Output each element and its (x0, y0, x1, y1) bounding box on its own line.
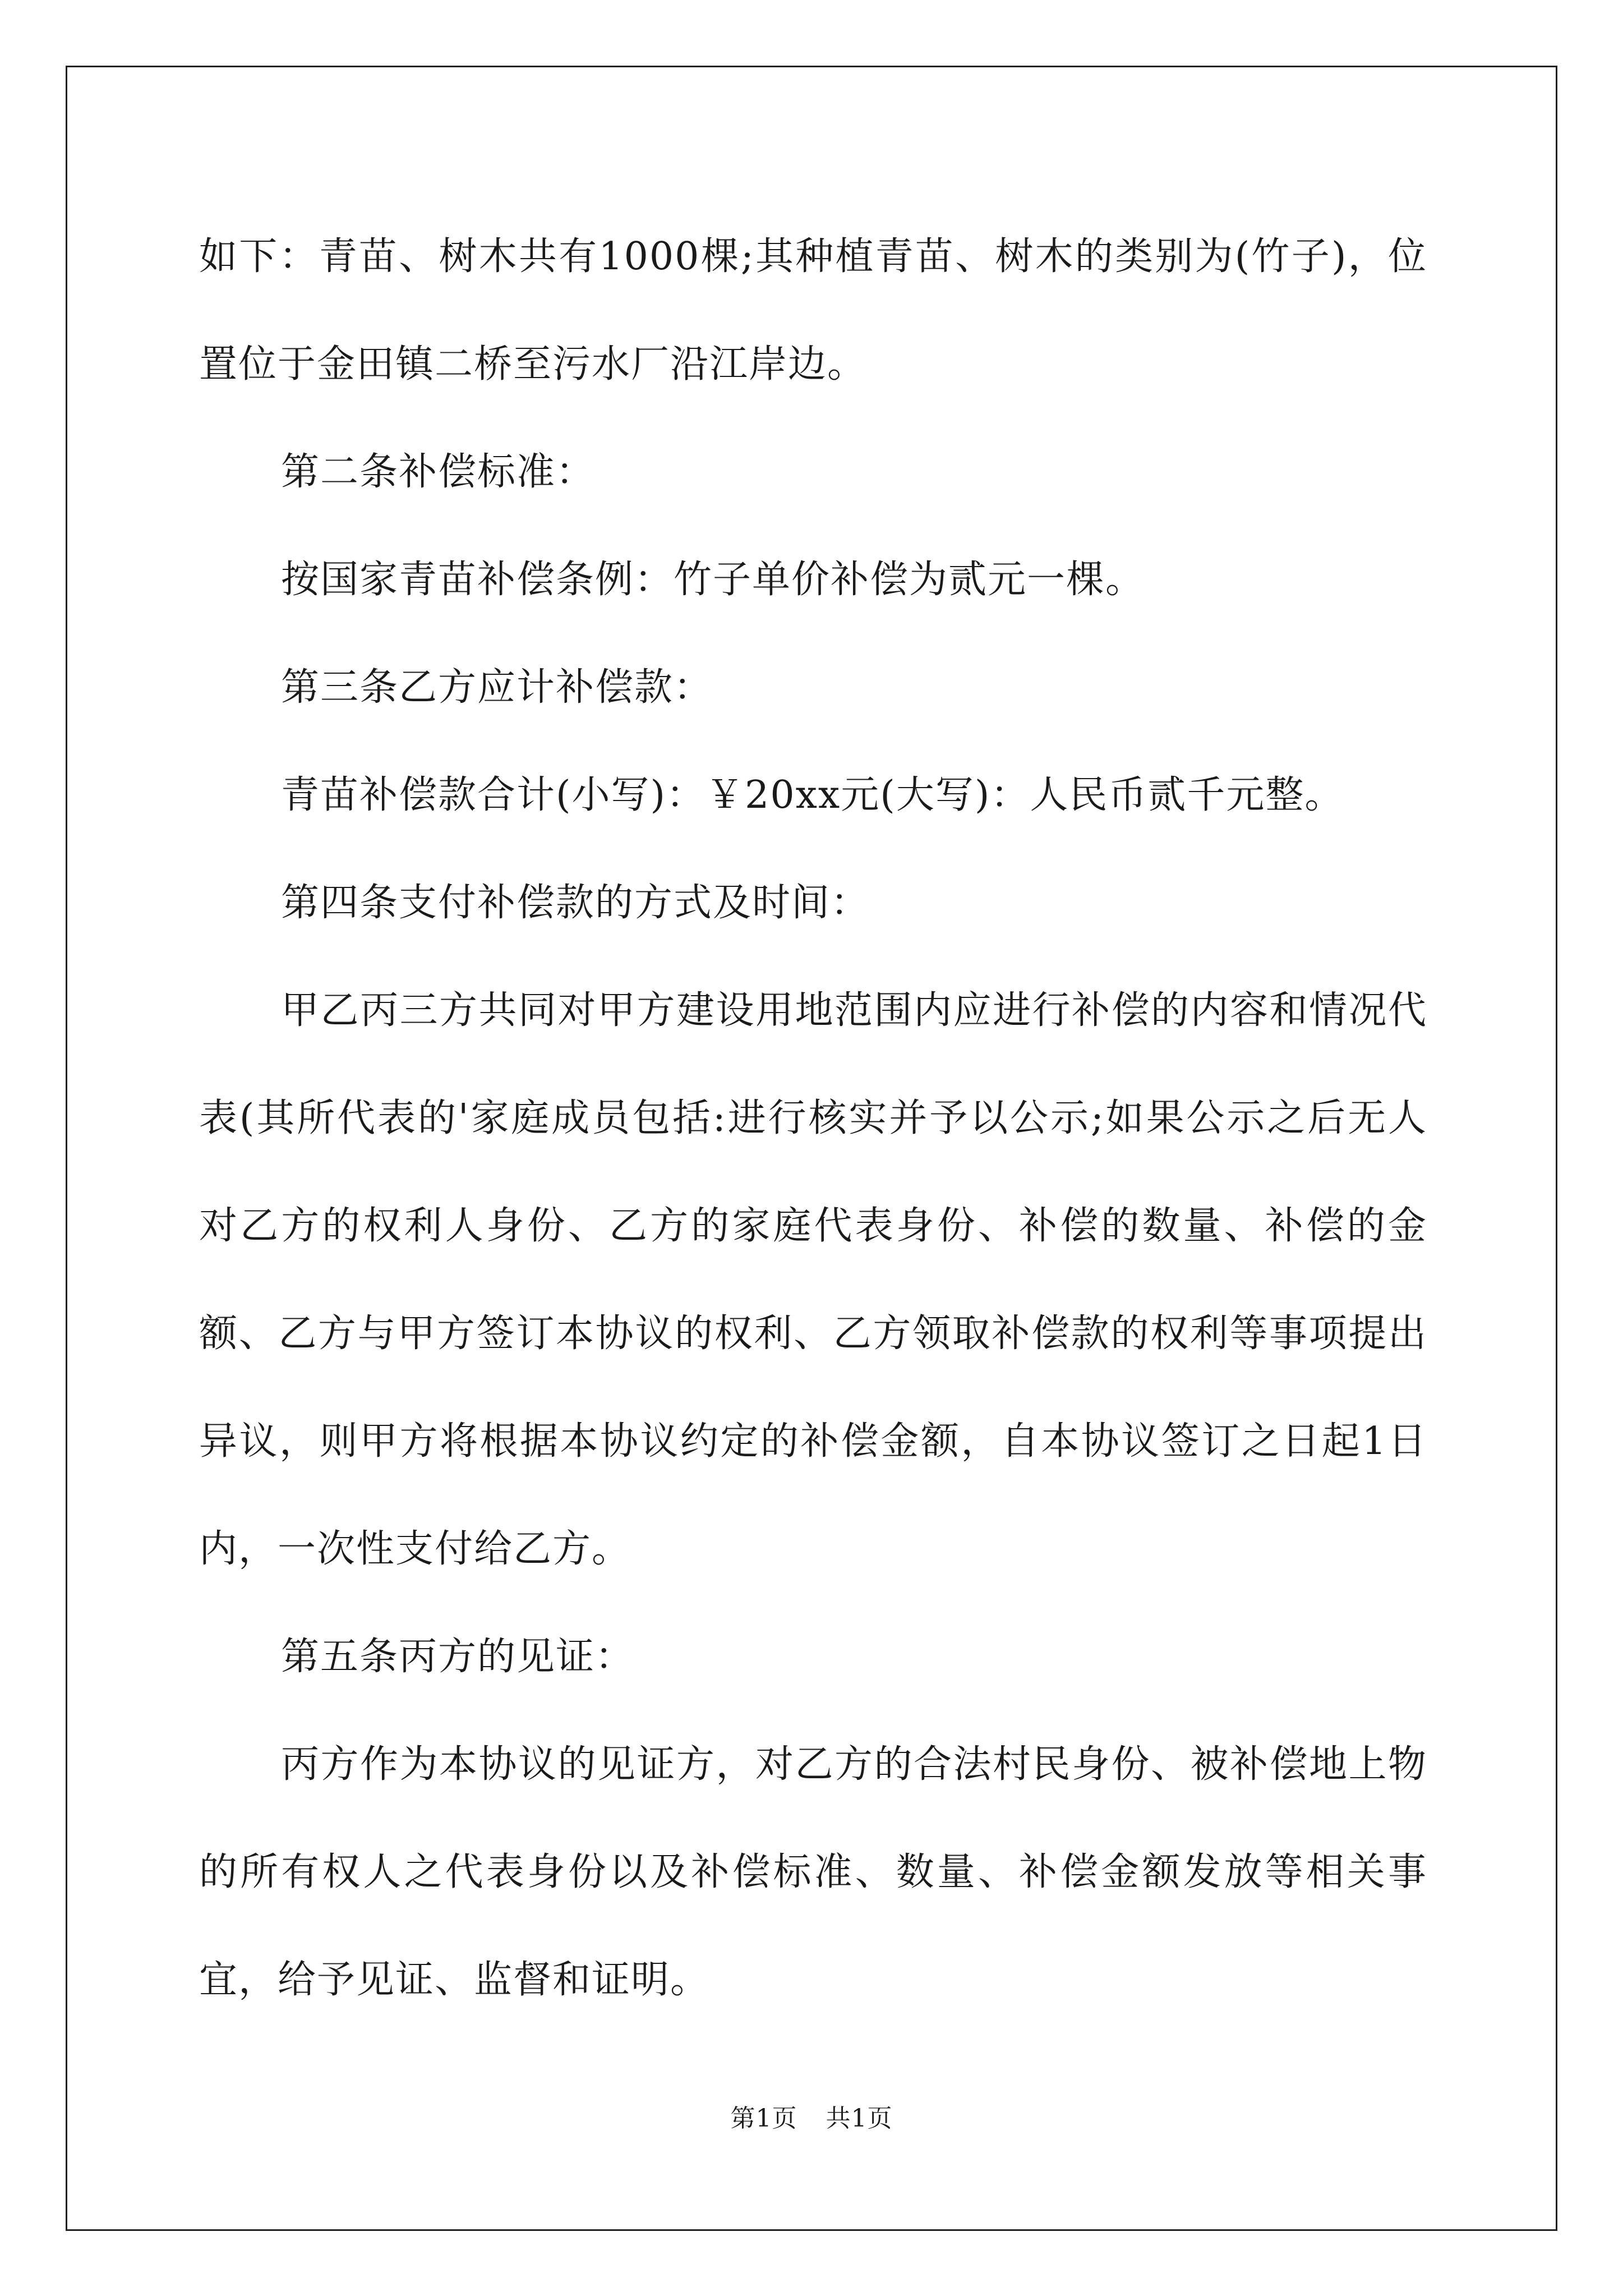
heading-article-4: 第四条支付补偿款的方式及时间： (281, 881, 870, 925)
page-number: 第1页 (730, 2104, 797, 2133)
paragraph-payment-terms: 甲乙丙三方共同对甲方建设用地范围内应进行补偿的内容和情况代表(其所代表的'家庭成员包括:进行核实并予以公示;如果公示之后无人对乙方的权利人身份、乙方的家庭代表身份、补偿的数量、补偿的金额、乙方与甲方签订本协议的权利、乙方领取补偿款的权利等事项提出异议，则甲方将根据本协议约定的补偿金额，自本协议签订之日起1日内，一次性支付给乙方。 (199, 988, 1427, 1571)
document-body (199, 203, 1427, 2034)
heading-article-3: 第三条乙方应计补偿款： (281, 665, 713, 710)
heading-article-2: 第二条补偿标准： (281, 450, 596, 494)
heading-article-5: 第五条丙方的见证： (281, 1635, 635, 1679)
page-total: 共1页 (826, 2104, 893, 2133)
paragraph-witness: 丙方作为本协议的见证方，对乙方的合法村民身份、被补偿地上物的所有权人之代表身份以及补偿标准、数量、补偿金额发放等相关事宜，给予见证、监督和证明。 (199, 1742, 1427, 2002)
paragraph-compensation-total: 青苗补偿款合计(小写)：￥20xx元(大写)：人民币贰千元整。 (281, 773, 1344, 817)
paragraph-compensation-rate: 按国家青苗补偿条例：竹子单价补偿为贰元一棵。 (281, 558, 1145, 602)
page-footer (0, 2098, 1623, 2134)
paragraph-continuation: 如下：青苗、树木共有1000棵;其种植青苗、树木的类别为(竹子)，位置位于金田镇二桥至污水厂沿江岸边。 (199, 234, 1427, 386)
